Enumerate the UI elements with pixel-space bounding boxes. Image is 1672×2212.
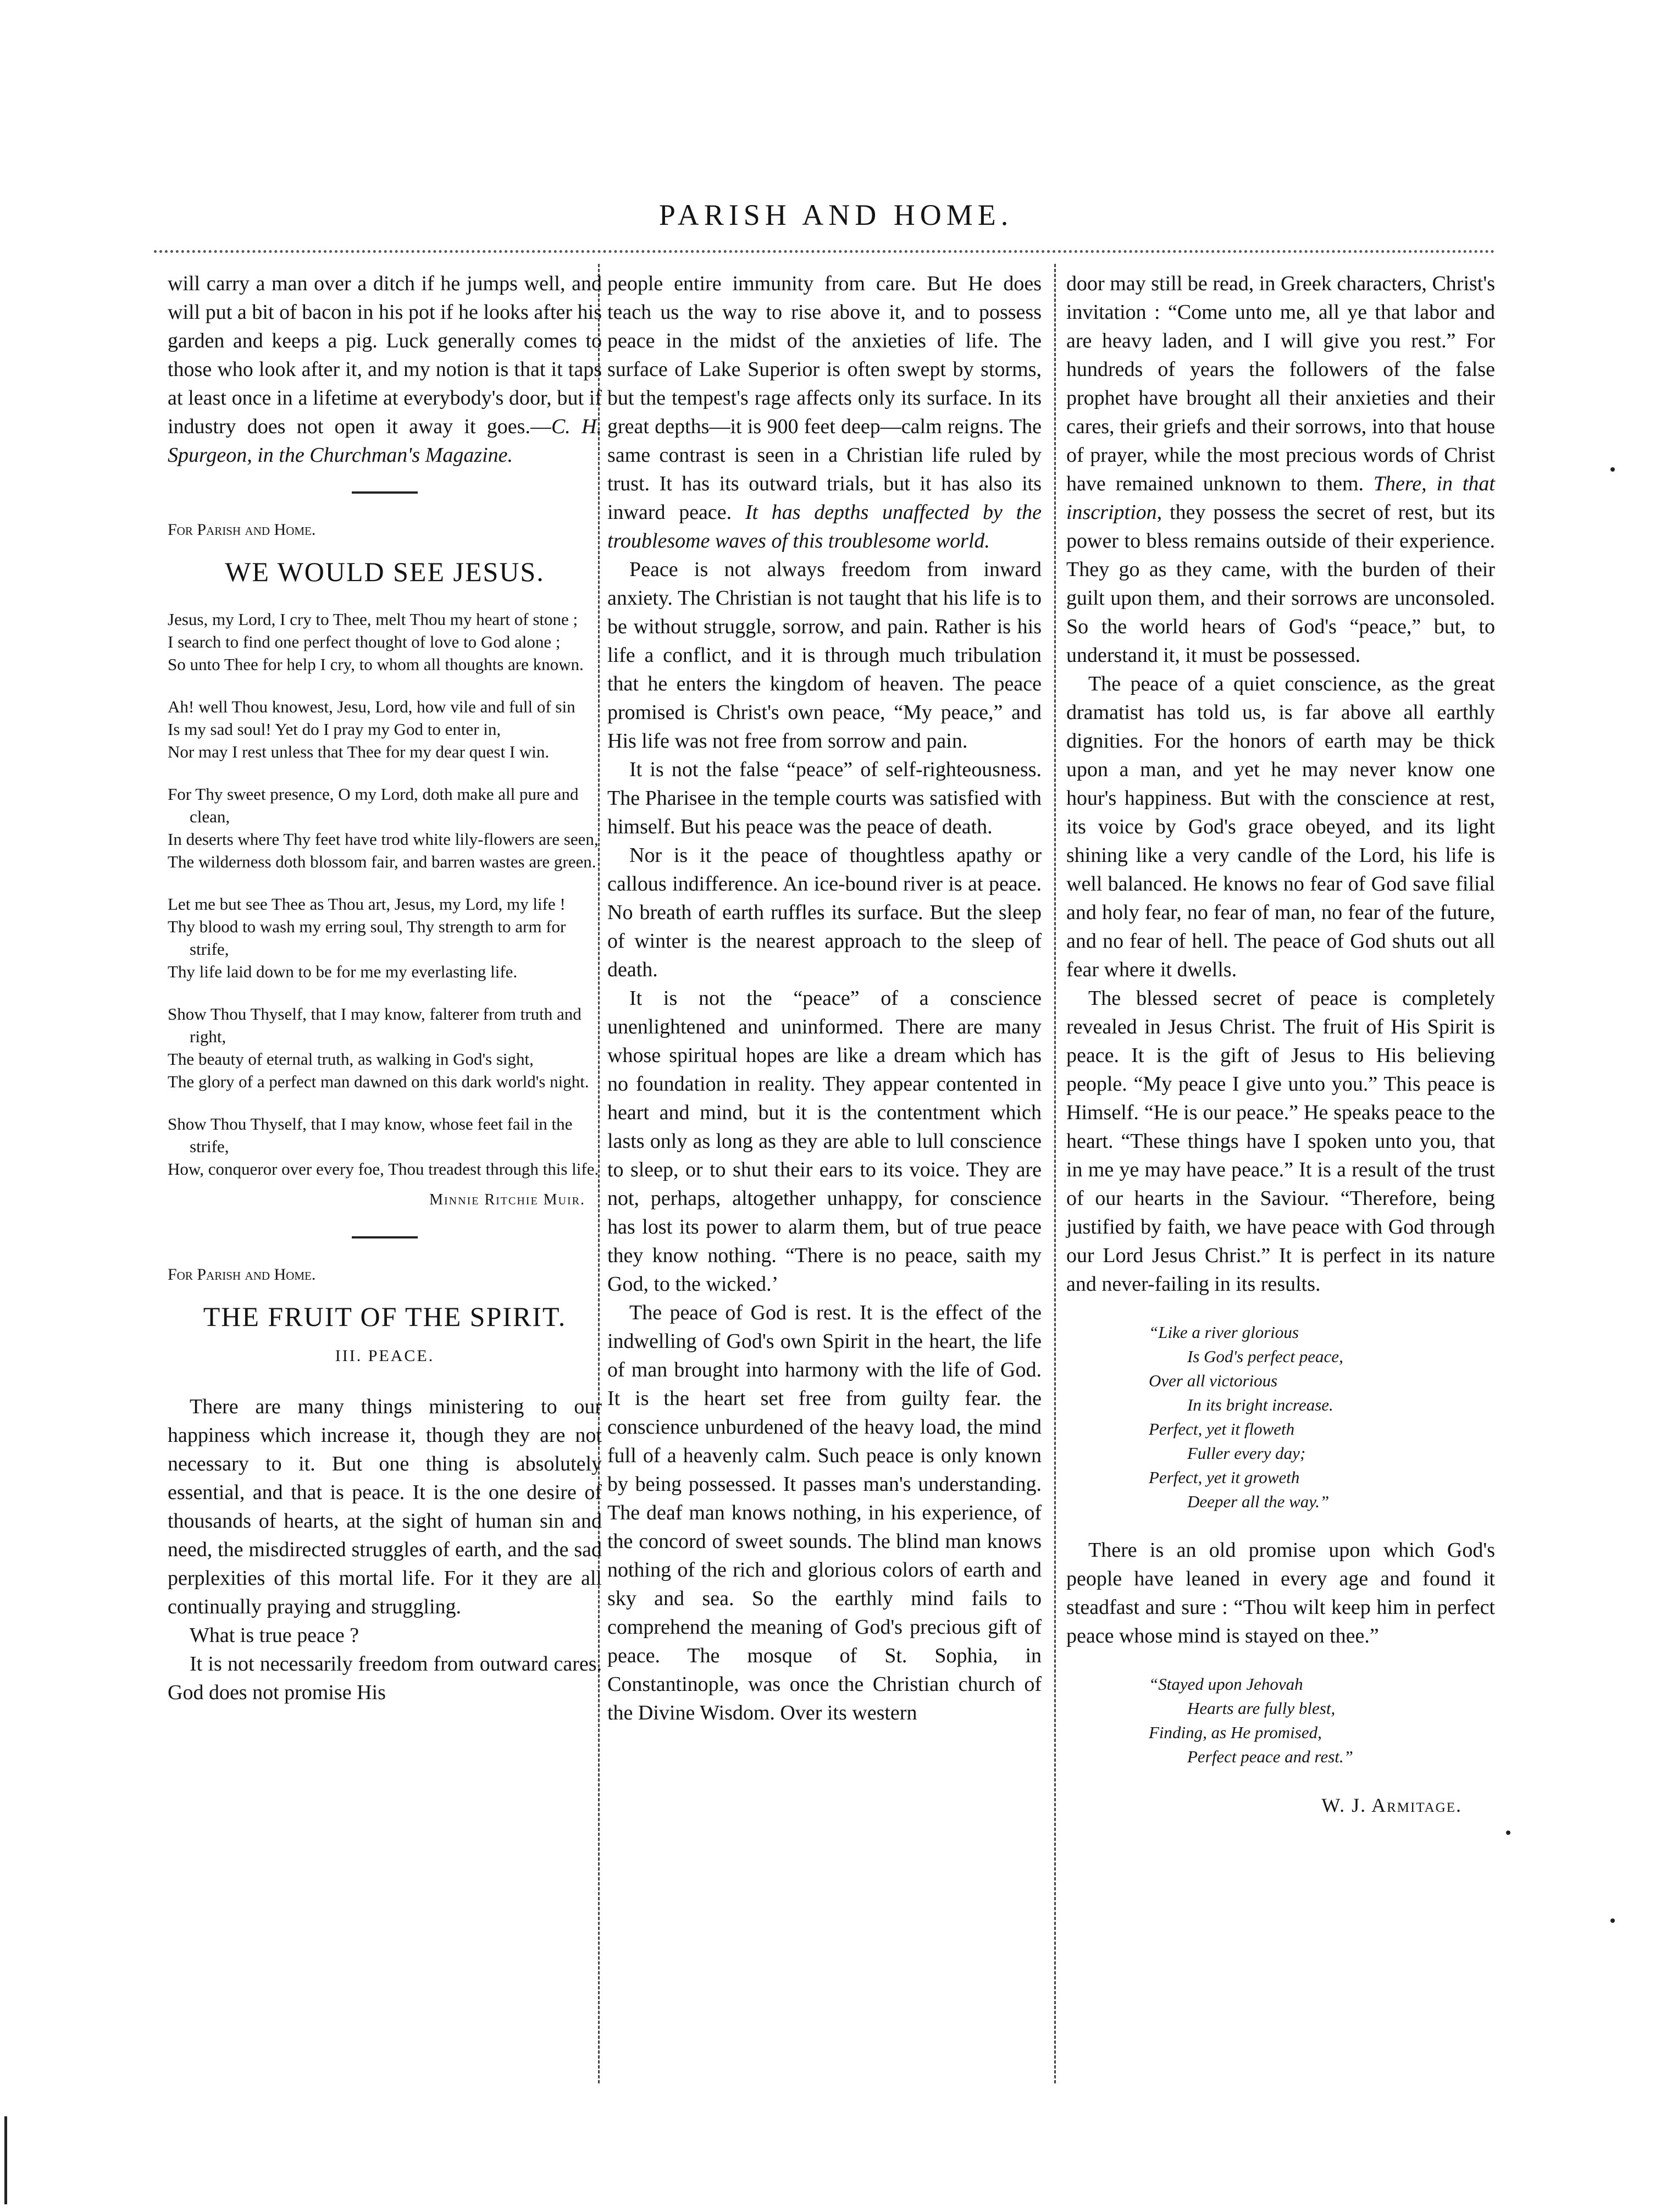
paragraph: What is true peace ?	[190, 1624, 359, 1647]
poem-line: So unto Thee for help I cry, to whom all thoughts are known.	[168, 655, 584, 674]
paragraph: Peace is not always freedom from inward anxiety. The Christian is not taught that his life is to be without struggle, sorrow, and pain. Rather is his life a conflict, and it is through much tribulation that he enters the kingdom of heaven. The peace promised is Christ's own peace, “My peace,” and His life was not free from sorrow and pain.	[607, 558, 1042, 753]
poem-line: Let me but see Thee as Thou art, Jesus, my Lord, my life !	[168, 894, 566, 914]
section-separator	[352, 1236, 418, 1238]
verse-line: In its bright increase.	[1187, 1395, 1333, 1414]
article-title: THE FRUIT OF THE SPIRIT.	[203, 1301, 567, 1332]
paragraph: There are many things ministering to our happiness which increase it, though they are not necessary to it. But one thing is absolutely essential, and that is peace. It is the one desire of thousands of hearts, at the sight of human sin and need, the misdirected struggles of earth, and the sad perplexities of this mortal life. For it they are all continually praying and struggling.	[168, 1395, 602, 1618]
verse-quote	[1149, 1672, 1495, 1769]
poem-line: For Thy sweet presence, O my Lord, doth make all pure and clean,	[168, 784, 579, 826]
poem-line: Show Thou Thyself, that I may know, whose feet fail in the strife,	[168, 1114, 573, 1156]
poem-stanza	[168, 783, 602, 873]
poem-line: Jesus, my Lord, I cry to Thee, melt Thou my heart of stone ;	[168, 610, 578, 629]
poem-line: Nor may I rest unless that Thee for my dear quest I win.	[168, 742, 550, 761]
paragraph: It is not the “peace” of a conscience unenlightened and uninformed. There are many whose spiritual hopes are like a dream which has no foundation in reality. They appear contented in heart and mind, but it is the contentment which lasts only as long as they are able to lull conscience to sleep, or to shut their ears to its voice. They are not, perhaps, altogether unhappy, for conscience has lost its power to alarm them, but of true peace they know nothing. “There is no peace, saith my God, to the wicked.’	[607, 987, 1042, 1296]
column-left	[168, 269, 602, 1707]
paragraph-text: people entire immunity from care. But He does teach us the way to rise above it, and to possess peace in the midst of the anxieties of life. The surface of Lake Superior is often swept by storms, but the tempest's rage affects only its surface. In its great depths—it is 900 feet deep—calm reigns. The same contrast is seen in a Christian life ruled by trust. It has its outward trials, but it has also its inward peace.	[607, 272, 1042, 524]
poem-line: I search to find one perfect thought of love to God alone ;	[168, 632, 561, 651]
citation: C. H. Spurgeon, in the Churchman's Magazine.	[168, 415, 602, 467]
author-signature: W. J. Armitage.	[1321, 1794, 1462, 1816]
poem-line: The beauty of eternal truth, as walking in God's sight,	[168, 1049, 534, 1069]
poem-stanza	[168, 608, 602, 676]
poem-line: Thy blood to wash my erring soul, Thy strength to arm for strife,	[168, 917, 566, 959]
poem-line: Is my sad soul! Yet do I pray my God to enter in,	[168, 720, 501, 739]
column-middle	[607, 269, 1042, 1727]
paragraph-text: will carry a man over a ditch if he jumps well, and will put a bit of bacon in his pot if he looks after his garden and keeps a pig. Luck generally comes to those who look after it, and my notion is that it taps at least once in a lifetime at everybody's door, but if industry does not open it away it goes.—	[168, 272, 602, 438]
paragraph: Nor is it the peace of thoughtless apathy or callous indifference. An ice-bound river is at peace. No breath of earth ruffles its surface. But the sleep of winter is the nearest approach to the sleep of death.	[607, 844, 1042, 981]
verse-line: Finding, as He promised,	[1149, 1723, 1322, 1742]
paragraph: The blessed secret of peace is completely revealed in Jesus Christ. The fruit of His Spirit is peace. It is the gift of Jesus to His believing people. “My peace I give unto you.” This peace is Himself. “He is our peace.” He speaks peace to the heart. “These things have I spoken unto you, that in me ye may have peace.” It is a result of the trust of our hearts in the Saviour. “Therefore, being justified by faith, we have peace with God through our Lord Jesus Christ.” It is perfect in its nature and never-failing in its results.	[1066, 987, 1495, 1296]
paragraph	[607, 269, 1042, 555]
header-rule	[154, 250, 1495, 253]
verse-quote	[1149, 1320, 1495, 1514]
article-subtitle: III. PEACE.	[335, 1347, 435, 1365]
section-separator	[352, 491, 418, 494]
poem-stanza	[168, 893, 602, 983]
verse-line: “Stayed upon Jehovah	[1149, 1674, 1303, 1694]
verse-line: Perfect, yet it groweth	[1149, 1468, 1300, 1487]
poem-stanza	[168, 1113, 602, 1180]
print-speck	[1506, 1831, 1510, 1835]
poem	[168, 608, 602, 1180]
poem-stanza	[168, 695, 602, 763]
poem-stanza	[168, 1003, 602, 1093]
poem-line: Thy life laid down to be for me my everlasting life.	[168, 962, 518, 981]
verse-line: Deeper all the way.”	[1187, 1492, 1330, 1511]
verse-line: Perfect, yet it floweth	[1149, 1419, 1295, 1439]
verse-line: Over all victorious	[1149, 1371, 1278, 1390]
verse-line: Fuller every day;	[1187, 1444, 1306, 1463]
poem-author: Minnie Ritchie Muir.	[429, 1191, 585, 1208]
verse-line: Is God's perfect peace,	[1187, 1347, 1343, 1366]
column-right	[1066, 269, 1495, 1820]
paragraph: It is not the false “peace” of self-righteousness. The Pharisee in the temple courts was satisfied with himself. But his peace was the peace of death.	[607, 758, 1042, 838]
byline-for: For Parish and Home.	[168, 521, 316, 539]
poem-title: WE WOULD SEE JESUS.	[225, 556, 545, 587]
paragraph-text: door may still be read, in Greek characters, Christ's invitation : “Come unto me, all ye that labor and are heavy laden, and I will give you rest.” For hundreds of years the followers of the false prophet have brought all their anxieties and their cares, their griefs and their sorrows, into that house of prayer, while the most precious words of Christ have remained unknown to them.	[1066, 272, 1495, 495]
poem-line: The wilderness doth blossom fair, and barren wastes are green.	[168, 852, 596, 871]
paragraph: The peace of a quiet conscience, as the great dramatist has told us, is far above all earthly dignities. For the honors of earth may be thick upon a man, and yet he may never know one hour's happiness. But with the conscience at rest, its voice by God's grace obeyed, and its light shining like a very candle of the Lord, his life is well balanced. He knows no fear of God save filial and holy fear, no fear of man, no fear of the future, and no fear of hell. The peace of God shuts out all fear where it dwells.	[1066, 672, 1495, 981]
column-divider	[1054, 264, 1056, 2083]
emphasis-text: There, in that inscription,	[1066, 472, 1495, 524]
verse-line: Hearts are fully blest,	[1187, 1699, 1336, 1718]
poem-line: Ah! well Thou knowest, Jesu, Lord, how vile and full of sin	[168, 697, 575, 716]
paragraph-text: they possess the secret of rest, but its power to bless remains outside of their experience. They go as they came, with the burden of their guilt upon them, and their sorrows are unconsoled. So the world hears of God's “peace,” but, to understand it, it must be possessed.	[1066, 501, 1495, 667]
verse-line: Perfect peace and rest.”	[1187, 1747, 1353, 1766]
paragraph	[168, 269, 602, 469]
poem-line: How, conqueror over every foe, Thou treadest through this life.	[168, 1159, 599, 1179]
poem-line: In deserts where Thy feet have trod white lily-flowers are seen,	[168, 830, 599, 849]
byline-for: For Parish and Home.	[168, 1265, 316, 1284]
paragraph: There is an old promise upon which God's people have leaned in every age and found it steadfast and sure : “Thou wilt keep him in perfect peace whose mind is stayed on thee.”	[1066, 1539, 1495, 1647]
poem-line: The glory of a perfect man dawned on this dark world's night.	[168, 1072, 589, 1091]
paragraph: It is not necessarily freedom from outward cares. God does not promise His	[168, 1652, 602, 1704]
poem-line: Show Thou Thyself, that I may know, falterer from truth and right,	[168, 1004, 582, 1046]
paragraph	[1066, 269, 1495, 670]
verse-line: “Like a river glorious	[1149, 1323, 1299, 1342]
page-header: PARISH AND HOME.	[658, 198, 1014, 231]
paragraph: The peace of God is rest. It is the effect of the indwelling of God's own Spirit in the heart, the life of man brought into harmony with the life of God. It is the heart set free from guilty fear. the conscience unburdened of the heavy load, the mind full of a heavenly calm. Such peace is only known by being possessed. It passes man's understanding. The deaf man knows nothing, in his experience, of the concord of sweet sounds. The blind man knows nothing of the rich and glorious colors of earth and sky and sea. So the earthly mind fails to comprehend the meaning of God's precious gift of peace. The mosque of St. Sophia, in Constantinople, was once the Christian church of the Divine Wisdom. Over its western	[607, 1301, 1042, 1724]
scan-edge-mark	[4, 2116, 7, 2204]
print-speck	[1610, 467, 1615, 472]
emphasis-text: It has depths unaffected by the troublesome waves of this troublesome world.	[607, 501, 1042, 552]
print-speck	[1610, 1918, 1615, 1923]
